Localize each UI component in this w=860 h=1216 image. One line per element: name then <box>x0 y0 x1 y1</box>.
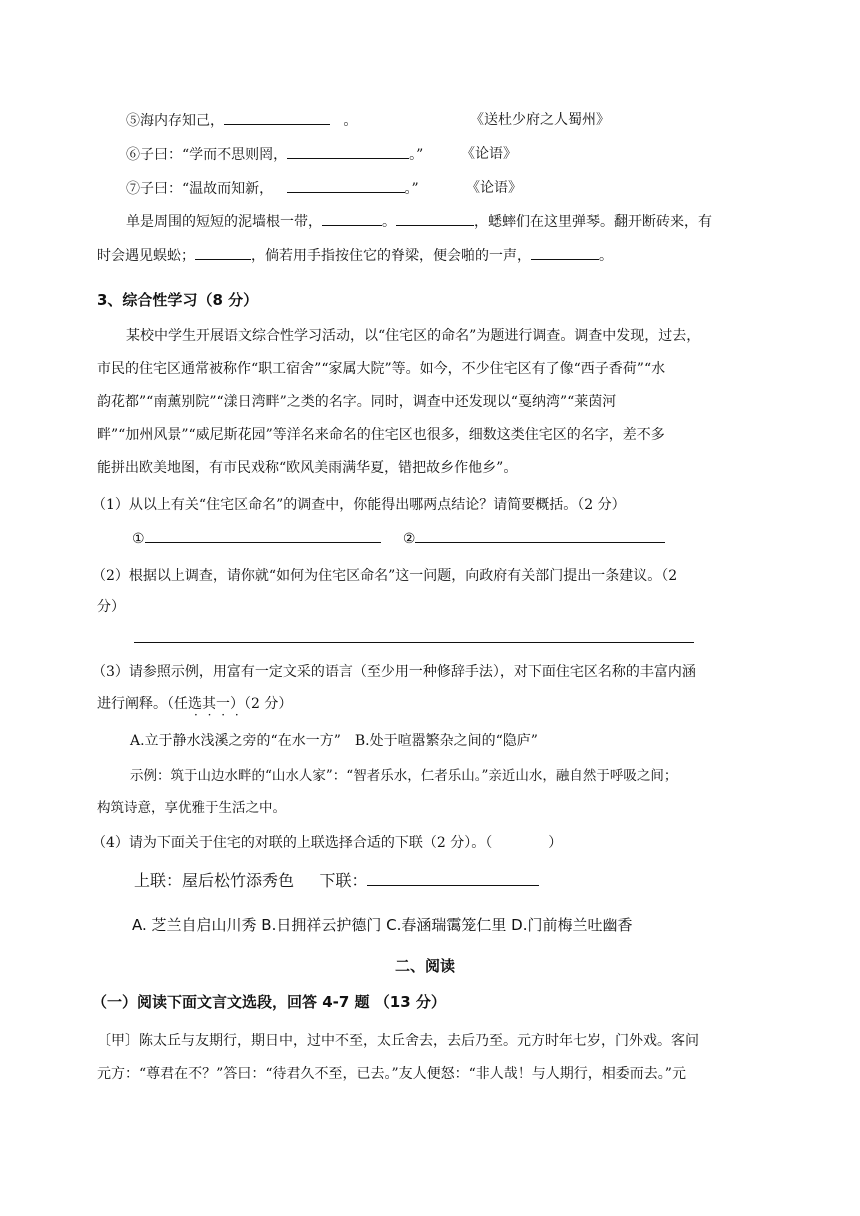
question-1: （1）从以上有关“住宅区命名”的调查中，你能得出哪两点结论？请简要概括。（2 分） <box>92 497 626 513</box>
question-3-line-1: （3）请参照示例，用富有一定文采的语言（至少用一种修辞手法），对下面住宅区名称的丰富内涵 <box>92 664 696 680</box>
answer-blank[interactable] <box>415 528 665 543</box>
poem-line-5 <box>126 110 357 131</box>
poem-text: ⑤海内存知己， <box>126 113 224 129</box>
passage-text: ，倘若用手指按住它的脊梁，便会啪的一声， <box>251 248 531 264</box>
passage-text: 。 <box>599 248 613 264</box>
question-2-line-2: 分） <box>97 599 125 615</box>
question-2-line-1: （2）根据以上调查，请你就“如何为住宅区命名”这一问题，向政府有关部门提出一条建议。（2 <box>92 568 678 584</box>
question-4: （4）请为下面关于住宅的对联的上联选择合适的下联（2 分）。（ ） <box>92 835 563 851</box>
answer-marker-2: ② <box>402 531 416 547</box>
couplet-choices: A. 芝兰自启山川秀 B.日拥祥云护德门 C.春涵瑞霭笼仁里 D.门前梅兰吐幽香 <box>132 916 633 934</box>
passage-text: 。 <box>382 214 396 230</box>
answer-blank[interactable] <box>396 211 474 226</box>
question-3-example-1: 示例：筑于山边水畔的“山水人家”：“智者乐水，仁者乐山。”亲近山水，融自然于呼吸之间； <box>130 768 678 784</box>
passage-text: ，蟋蟀们在这里弹琴。翻开断砖来，有 <box>474 214 712 230</box>
poem-punct: 。” <box>409 147 424 163</box>
poem-source-5: 《送杜少府之人蜀州》 <box>470 112 610 128</box>
couplet-upper: 上联：屋后松竹添秀色 <box>134 871 295 890</box>
answer-blank[interactable] <box>224 110 330 125</box>
section-3-para-2: 市民的住宅区通常被称作“职工宿舍”“家属大院”等。如今，不少住宅区有了像“西子香荷”“水 <box>97 361 666 377</box>
question-3-example-2: 构筑诗意，享优雅于生活之中。 <box>97 800 286 816</box>
answer-blank[interactable] <box>322 211 382 226</box>
section-3-para-3: 韵花都”“南薰别院”“漾日湾畔”之类的名字。同时，调查中还发现以“戛纳湾”“莱茵河 <box>97 394 617 410</box>
answer-blank[interactable] <box>145 528 381 543</box>
cricket-line-2 <box>97 245 613 266</box>
poem-text: ⑥子曰：“学而不思则罔， <box>126 147 288 163</box>
answer-blank[interactable] <box>287 178 405 193</box>
question-1-answers <box>132 528 665 549</box>
emphasis-dots: · · · · <box>194 708 242 722</box>
poem-line-6 <box>126 144 423 165</box>
cricket-line-1 <box>126 211 712 232</box>
poem-punct: 。” <box>404 181 419 197</box>
answer-marker-1: ① <box>132 531 145 547</box>
answer-blank[interactable] <box>367 871 539 886</box>
passage-text: 时会遇见蜈蚣； <box>97 248 195 264</box>
part-2-heading: 二、阅读 <box>395 957 456 975</box>
couplet-line <box>134 871 539 891</box>
poem-line-7 <box>126 178 419 199</box>
poem-source-7: 《论语》 <box>466 180 522 196</box>
answer-blank[interactable] <box>531 245 599 260</box>
jia-passage-line-2: 元方：“尊君在不？”答曰：“待君久不至，已去。”友人便怒：“非人哉！与人期行，相委而去。”元 <box>97 1066 686 1082</box>
section-3-para-4: 畔”“加州风景”“威尼斯花园”等洋名来命名的住宅区也很多，细数这类住宅区的名字，差不多 <box>97 427 665 443</box>
question-3-line-2: 进行阐释。（任选其一）（2 分） <box>97 696 293 712</box>
question-3-options: A.立于静水浅溪之旁的“在水一方” B.处于喧嚣繁杂之间的“隐庐” <box>130 733 538 749</box>
question-2-answer-line[interactable] <box>134 642 694 643</box>
section-3-title: 3、综合性学习（8 分） <box>97 291 259 309</box>
answer-blank[interactable] <box>195 245 251 260</box>
poem-text: ⑦子曰：“温故而知新， <box>126 181 274 197</box>
passage-text: 单是周围的短短的泥墙根一带， <box>126 214 322 230</box>
section-3-para-5: 能拼出欧美地图，有市民戏称“欧风美雨满华夏，错把故乡作他乡”。 <box>97 460 518 476</box>
poem-punct: 。 <box>343 113 358 129</box>
jia-passage-line-1: 〔甲〕陈太丘与友期行，期日中，过中不至，太丘舍去，去后乃至。元方时年七岁，门外戏。客问 <box>97 1033 699 1049</box>
part-2-subheading: （一）阅读下面文言文选段，回答 4-7 题 （13 分） <box>92 993 446 1011</box>
section-3-para-1: 某校中学生开展语文综合性学习活动，以“住宅区的命名”为题进行调查。调查中发现，过去， <box>126 328 701 344</box>
couplet-lower-label: 下联： <box>319 871 368 890</box>
poem-source-6: 《论语》 <box>461 146 517 162</box>
answer-blank[interactable] <box>287 144 409 159</box>
